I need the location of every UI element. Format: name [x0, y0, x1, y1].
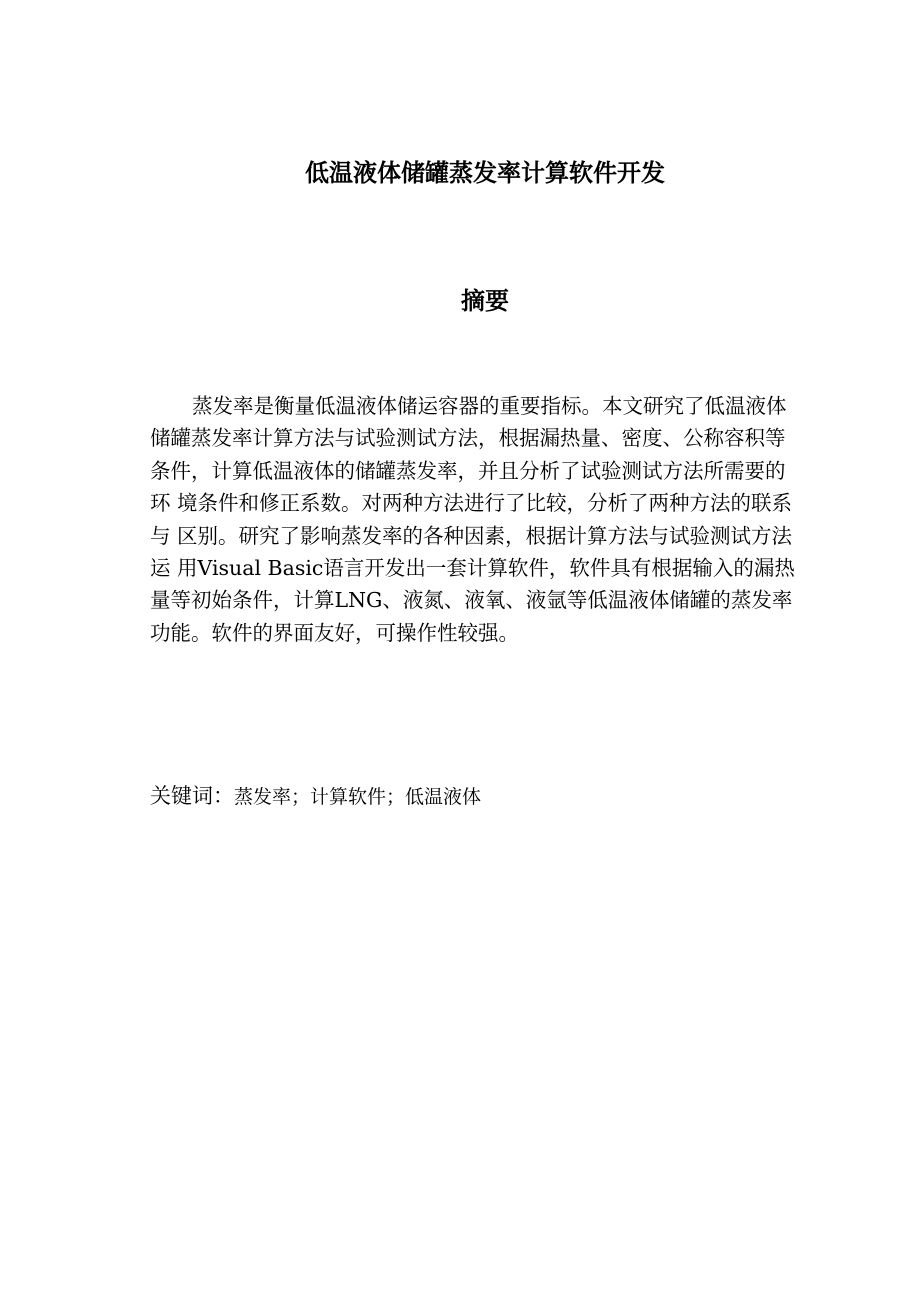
keywords-values: 蒸发率；计算软件；低温液体 [234, 786, 482, 808]
abstract-line: 环 境条件和修正系数。对两种方法进行了比较，分析了两种方法的联系 [150, 491, 793, 516]
keywords-label: 关键词： [150, 784, 234, 808]
abstract-line: 功能。软件的界面友好，可操作性较强。 [150, 620, 519, 645]
abstract-line: 储罐蒸发率计算方法与试验测试方法，根据漏热量、密度、公称容积等 [150, 426, 786, 451]
keywords-line [150, 780, 840, 810]
abstract-paragraph [150, 390, 840, 649]
abstract-line: 蒸发率是衡量低温液体储运容器的重要指标。本文研究了低温液体 [192, 394, 787, 418]
abstract-line: 与 区别。研究了影响蒸发率的各种因素，根据计算方法与试验测试方法 [150, 523, 793, 548]
document-title: 低温液体储罐蒸发率计算软件开发 [305, 159, 665, 187]
abstract-line: 条件，计算低温液体的储罐蒸发率，并且分析了试验测试方法所需要的 [150, 458, 786, 483]
abstract-line: 运 用Visual Basic语言开发出一套计算软件，软件具有根据输入的漏热 [150, 555, 795, 580]
abstract-line: 量等初始条件，计算LNG、液氮、液氧、液氩等低温液体储罐的蒸发率 [150, 588, 793, 613]
abstract-heading: 摘要 [461, 287, 509, 315]
